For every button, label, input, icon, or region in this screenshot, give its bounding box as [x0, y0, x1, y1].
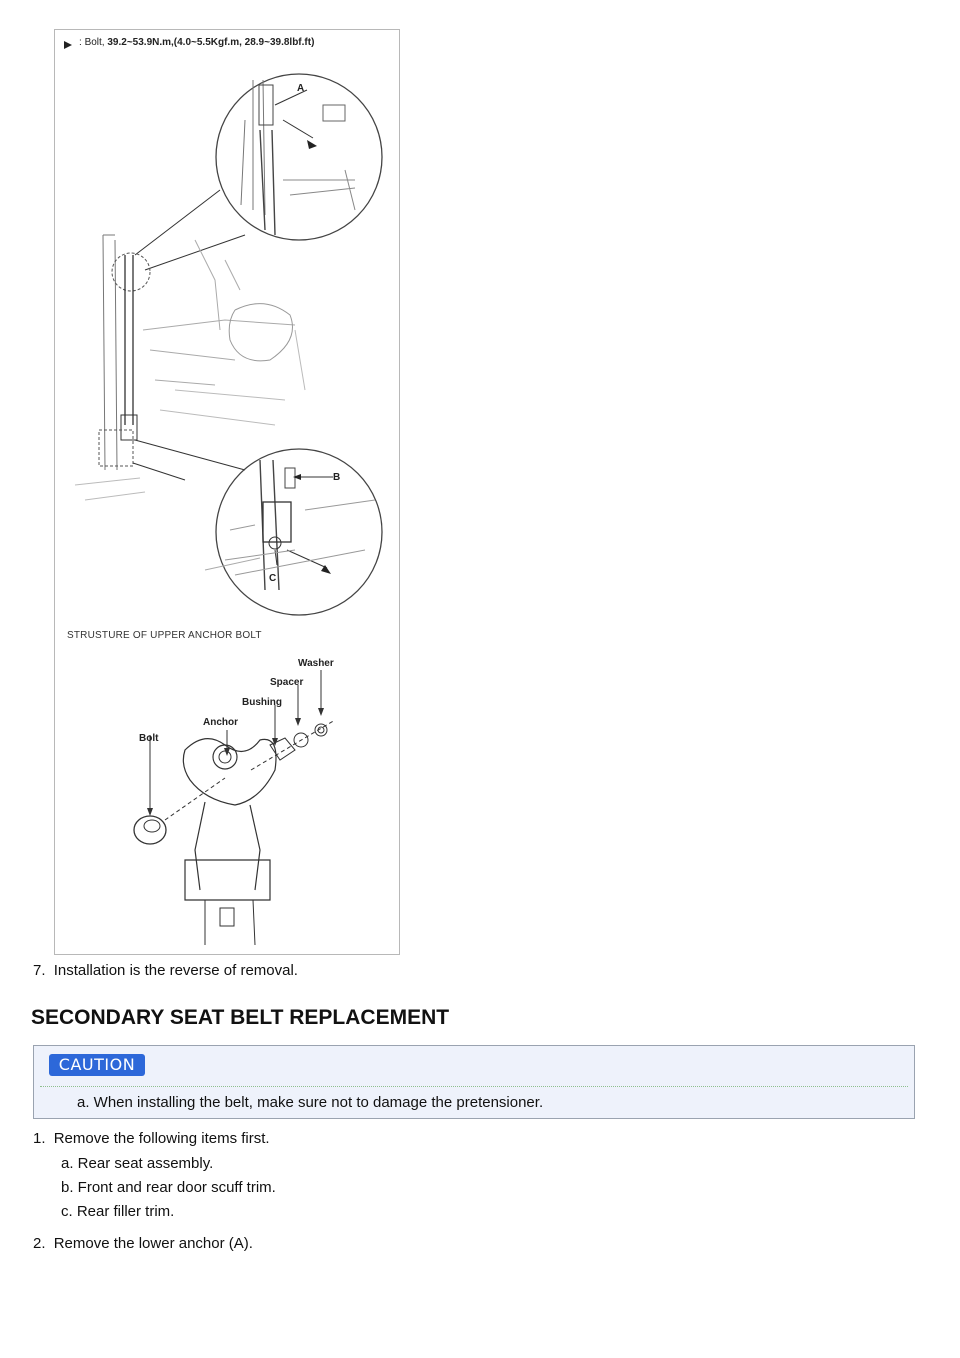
- substep-1c: c. Rear filler trim.: [61, 1203, 175, 1220]
- caution-box: [33, 1045, 915, 1119]
- seat-belt-illustration: [54, 29, 400, 955]
- part-bolt-label: Bolt: [139, 733, 159, 744]
- torque-spec: : Bolt, 39.2~53.9N.m,(4.0~5.5Kgf.m, 28.9~39.8lbf.ft): [79, 37, 315, 48]
- step-number: 2.: [33, 1235, 46, 1252]
- step-text: Remove the following items first.: [53, 1130, 270, 1147]
- step-2: [33, 1235, 253, 1252]
- torque-value: 39.2~53.9N.m,(4.0~5.5Kgf.m, 28.9~39.8lbf.ft): [107, 37, 315, 48]
- caution-divider: [40, 1086, 908, 1087]
- part-anchor-label: Anchor: [203, 717, 238, 728]
- section-title: SECONDARY SEAT BELT REPLACEMENT: [31, 1006, 450, 1029]
- caution-badge: CAUTION: [49, 1054, 145, 1076]
- step-text: Installation is the reverse of removal.: [53, 962, 298, 979]
- illustration-drawing: [55, 30, 401, 956]
- step-number: 7.: [33, 962, 46, 979]
- callout-a: A: [297, 83, 305, 94]
- caution-item: a. When installing the belt, make sure not to damage the pretensioner.: [77, 1094, 544, 1111]
- callout-b: B: [333, 472, 341, 483]
- step-7: [33, 962, 298, 979]
- structure-title: STRUSTURE OF UPPER ANCHOR BOLT: [67, 630, 262, 641]
- substep-1a: a. Rear seat assembly.: [61, 1155, 214, 1172]
- step-1: [33, 1130, 270, 1147]
- part-washer-label: Washer: [298, 658, 334, 669]
- callout-c: C: [269, 573, 277, 584]
- step-text: Remove the lower anchor (A).: [53, 1235, 253, 1252]
- step-number: 1.: [33, 1130, 46, 1147]
- substep-1b: b. Front and rear door scuff trim.: [61, 1179, 276, 1196]
- part-spacer-label: Spacer: [270, 677, 304, 688]
- part-bushing-label: Bushing: [242, 697, 282, 708]
